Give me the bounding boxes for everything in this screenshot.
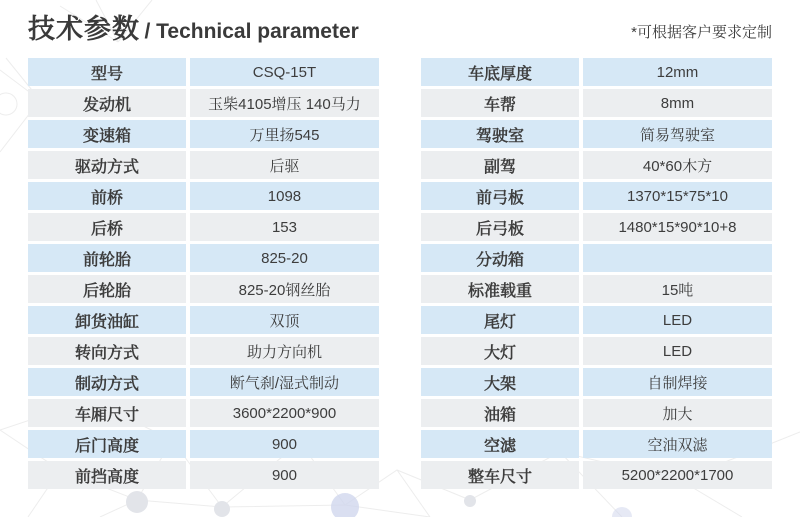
param-label: 前弓板 xyxy=(421,182,579,210)
param-value: 断气刹/湿式制动 xyxy=(190,368,379,396)
param-label: 转向方式 xyxy=(28,337,186,365)
param-value: 5200*2200*1700 xyxy=(583,461,772,489)
table-row xyxy=(421,461,772,489)
param-label: 发动机 xyxy=(28,89,186,117)
page-title-zh: 技术参数 xyxy=(28,14,140,44)
table-row xyxy=(421,120,772,148)
table-row xyxy=(28,337,379,365)
table-row xyxy=(421,58,772,86)
param-value: 12mm xyxy=(583,58,772,86)
table-row xyxy=(421,244,772,272)
table-row xyxy=(421,368,772,396)
param-label: 油箱 xyxy=(421,399,579,427)
param-label: 后门高度 xyxy=(28,430,186,458)
param-value: 空油双滤 xyxy=(583,430,772,458)
param-label: 型号 xyxy=(28,58,186,86)
table-row xyxy=(421,151,772,179)
param-label: 整车尺寸 xyxy=(421,461,579,489)
page-title-en: / Technical parameter xyxy=(144,20,359,43)
table-row xyxy=(421,275,772,303)
param-label: 变速箱 xyxy=(28,120,186,148)
param-value: 自制焊接 xyxy=(583,368,772,396)
param-label: 后桥 xyxy=(28,213,186,241)
param-value: 825-20钢丝胎 xyxy=(190,275,379,303)
param-value: 玉柴4105增压 140马力 xyxy=(190,89,379,117)
table-row xyxy=(28,120,379,148)
table-row xyxy=(28,213,379,241)
param-label: 后轮胎 xyxy=(28,275,186,303)
param-label: 空滤 xyxy=(421,430,579,458)
table-row xyxy=(28,275,379,303)
table-row xyxy=(28,151,379,179)
param-value: 加大 xyxy=(583,399,772,427)
table-row xyxy=(28,89,379,117)
table-row xyxy=(421,399,772,427)
param-value: 153 xyxy=(190,213,379,241)
table-row xyxy=(28,368,379,396)
spec-tables xyxy=(28,58,772,489)
table-row xyxy=(421,213,772,241)
param-label: 制动方式 xyxy=(28,368,186,396)
param-label: 车帮 xyxy=(421,89,579,117)
param-label: 尾灯 xyxy=(421,306,579,334)
param-label: 前桥 xyxy=(28,182,186,210)
header xyxy=(28,13,772,45)
param-value: 900 xyxy=(190,461,379,489)
table-row xyxy=(421,430,772,458)
table-row xyxy=(421,337,772,365)
param-value: 1370*15*75*10 xyxy=(583,182,772,210)
param-label: 车底厚度 xyxy=(421,58,579,86)
param-label: 副驾 xyxy=(421,151,579,179)
param-value: 15吨 xyxy=(583,275,772,303)
table-row xyxy=(28,182,379,210)
param-label: 驱动方式 xyxy=(28,151,186,179)
param-label: 驾驶室 xyxy=(421,120,579,148)
param-label: 前轮胎 xyxy=(28,244,186,272)
param-value xyxy=(583,244,772,272)
table-row xyxy=(28,306,379,334)
param-label: 车厢尺寸 xyxy=(28,399,186,427)
param-label: 大灯 xyxy=(421,337,579,365)
param-label: 前挡高度 xyxy=(28,461,186,489)
param-label: 分动箱 xyxy=(421,244,579,272)
table-row xyxy=(28,58,379,86)
spec-table-right xyxy=(421,58,772,489)
param-label: 后弓板 xyxy=(421,213,579,241)
param-value: 825-20 xyxy=(190,244,379,272)
table-row xyxy=(421,182,772,210)
customization-note: *可根据客户要求定制 xyxy=(631,24,772,42)
spec-table-left xyxy=(28,58,379,489)
table-row xyxy=(28,430,379,458)
param-value: 双顶 xyxy=(190,306,379,334)
param-label: 大架 xyxy=(421,368,579,396)
param-value: 万里扬545 xyxy=(190,120,379,148)
param-value: 助力方向机 xyxy=(190,337,379,365)
param-label: 标准载重 xyxy=(421,275,579,303)
param-value: CSQ-15T xyxy=(190,58,379,86)
param-value: 1098 xyxy=(190,182,379,210)
table-row xyxy=(28,244,379,272)
page-title xyxy=(28,13,359,45)
param-value: 简易驾驶室 xyxy=(583,120,772,148)
param-value: 1480*15*90*10+8 xyxy=(583,213,772,241)
param-value: 3600*2200*900 xyxy=(190,399,379,427)
param-value: 40*60木方 xyxy=(583,151,772,179)
param-label: 卸货油缸 xyxy=(28,306,186,334)
param-value: 900 xyxy=(190,430,379,458)
param-value: LED xyxy=(583,306,772,334)
param-value: LED xyxy=(583,337,772,365)
param-value: 后驱 xyxy=(190,151,379,179)
table-row xyxy=(28,399,379,427)
param-value: 8mm xyxy=(583,89,772,117)
table-row xyxy=(28,461,379,489)
table-row xyxy=(421,89,772,117)
table-row xyxy=(421,306,772,334)
